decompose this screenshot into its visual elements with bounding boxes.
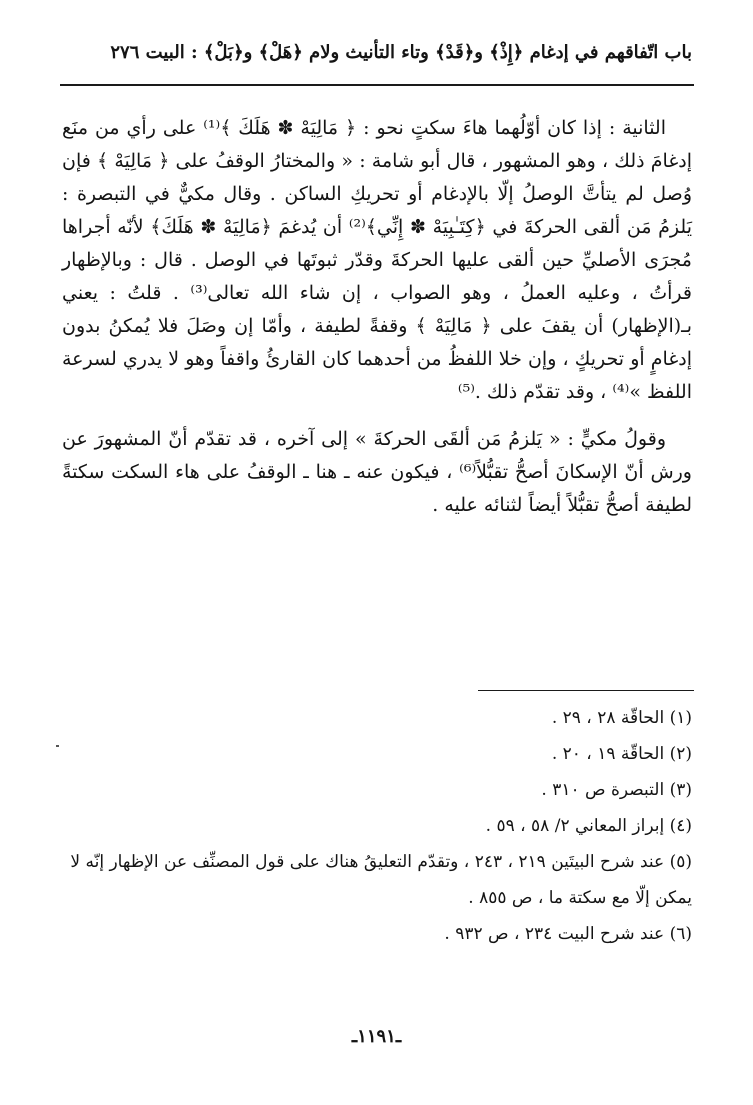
footnote-5: (٥) عند شرح البيتَين ٢١٩ ، ٢٤٣ ، وتقدّم التعليقُ هناك على قول المصنِّف عن الإظهار إنّه لا يمكن إلّا مع سكتة ما ، ص ٨٥٥ . bbox=[70, 852, 692, 908]
header-divider bbox=[60, 84, 694, 86]
footnote-3: (٣) التبصرة ص ٣١٠ . bbox=[541, 780, 692, 800]
paragraph-1: الثانية : إذا كان أوّلُهما هاءَ سكتٍ نحو : ﴿ مَالِيَهْ ✽ هَلَكَ ﴾⁽¹⁾ على رأي من منَع إدغامَ ذلك ، وهو المشهور ، قال أبو شامة : « والمختارُ الوقفُ على ﴿ مَالِيَهْ ﴾ فإن وُصل لم يتأتَّ الوصلُ إلّا بالإدغام أو تحريكِ الساكن . وقال مكيٌّ في التبصرة : يَلزمُ مَن ألقى الحركةَ في ﴿كِتَـٰبِيَهْ ✽ إِنِّي﴾⁽²⁾ أن يُدغمَ ﴿مَالِيَهْ ✽ هَلَكَ﴾ لأنّه أجراها مُجرَى الأصليِّ حين ألقى عليها الحركةَ وقدّر ثبوتَها في الوصل . قال : وبالإظهار قرأتُ ، وعليه العملُ ، وهو الصواب ، إن شاء الله تعالى⁽³⁾ . قلتُ : يعني بـ(الإظهار) أن يقفَ على ﴿ مَالِيَهْ ﴾ وقفةً لطيفة ، وأمّا إن وصَلَ فلا يُمكنُ بدون إدغامٍ أو تحريكٍ ، وإن خلا اللفظُ من أحدهما كان القارئُ واقفاً وهو لا يدري لسرعة اللفظ »⁽⁴⁾ ، وقد تقدّم ذلك .⁽⁵⁾ bbox=[62, 117, 692, 403]
footnote-6: (٦) عند شرح البيت ٢٣٤ ، ص ٩٣٢ . bbox=[444, 924, 692, 944]
main-text bbox=[62, 112, 692, 522]
scan-speck bbox=[56, 745, 59, 747]
footnote-2: (٢) الحاقّة ١٩ ، ٢٠ . bbox=[551, 744, 692, 764]
footnotes bbox=[62, 700, 692, 952]
page-number: ـ١١٩١ـ bbox=[351, 1026, 402, 1047]
footnote-divider bbox=[478, 690, 694, 691]
footnote-4: (٤) إبراز المعاني ٢/ ٥٨ ، ٥٩ . bbox=[485, 816, 692, 836]
footnote-1: (١) الحاقّة ٢٨ ، ٢٩ . bbox=[551, 708, 692, 728]
paragraph-2: وقولُ مكيٍّ : « يَلزمُ مَن ألقَى الحركةَ » إلى آخره ، قد تقدّم أنّ المشهورَ عن ورش أنّ الإسكانَ أصحُّ تقبُّلاً⁽⁶⁾ ، فيكون عنه ـ هنا ـ الوقفُ على هاء السكت سكتةً لطيفة أصحُّ تقبُّلاً أيضاً لثنائه عليه . bbox=[62, 428, 692, 516]
running-header: باب اتّفاقهم في إدغام ﴿إِذْ﴾ و﴿قَدْ﴾ وتاء التأنيث ولام ﴿هَلْ﴾ و﴿بَلْ﴾ : البيت ٢٧٦ bbox=[110, 42, 692, 63]
